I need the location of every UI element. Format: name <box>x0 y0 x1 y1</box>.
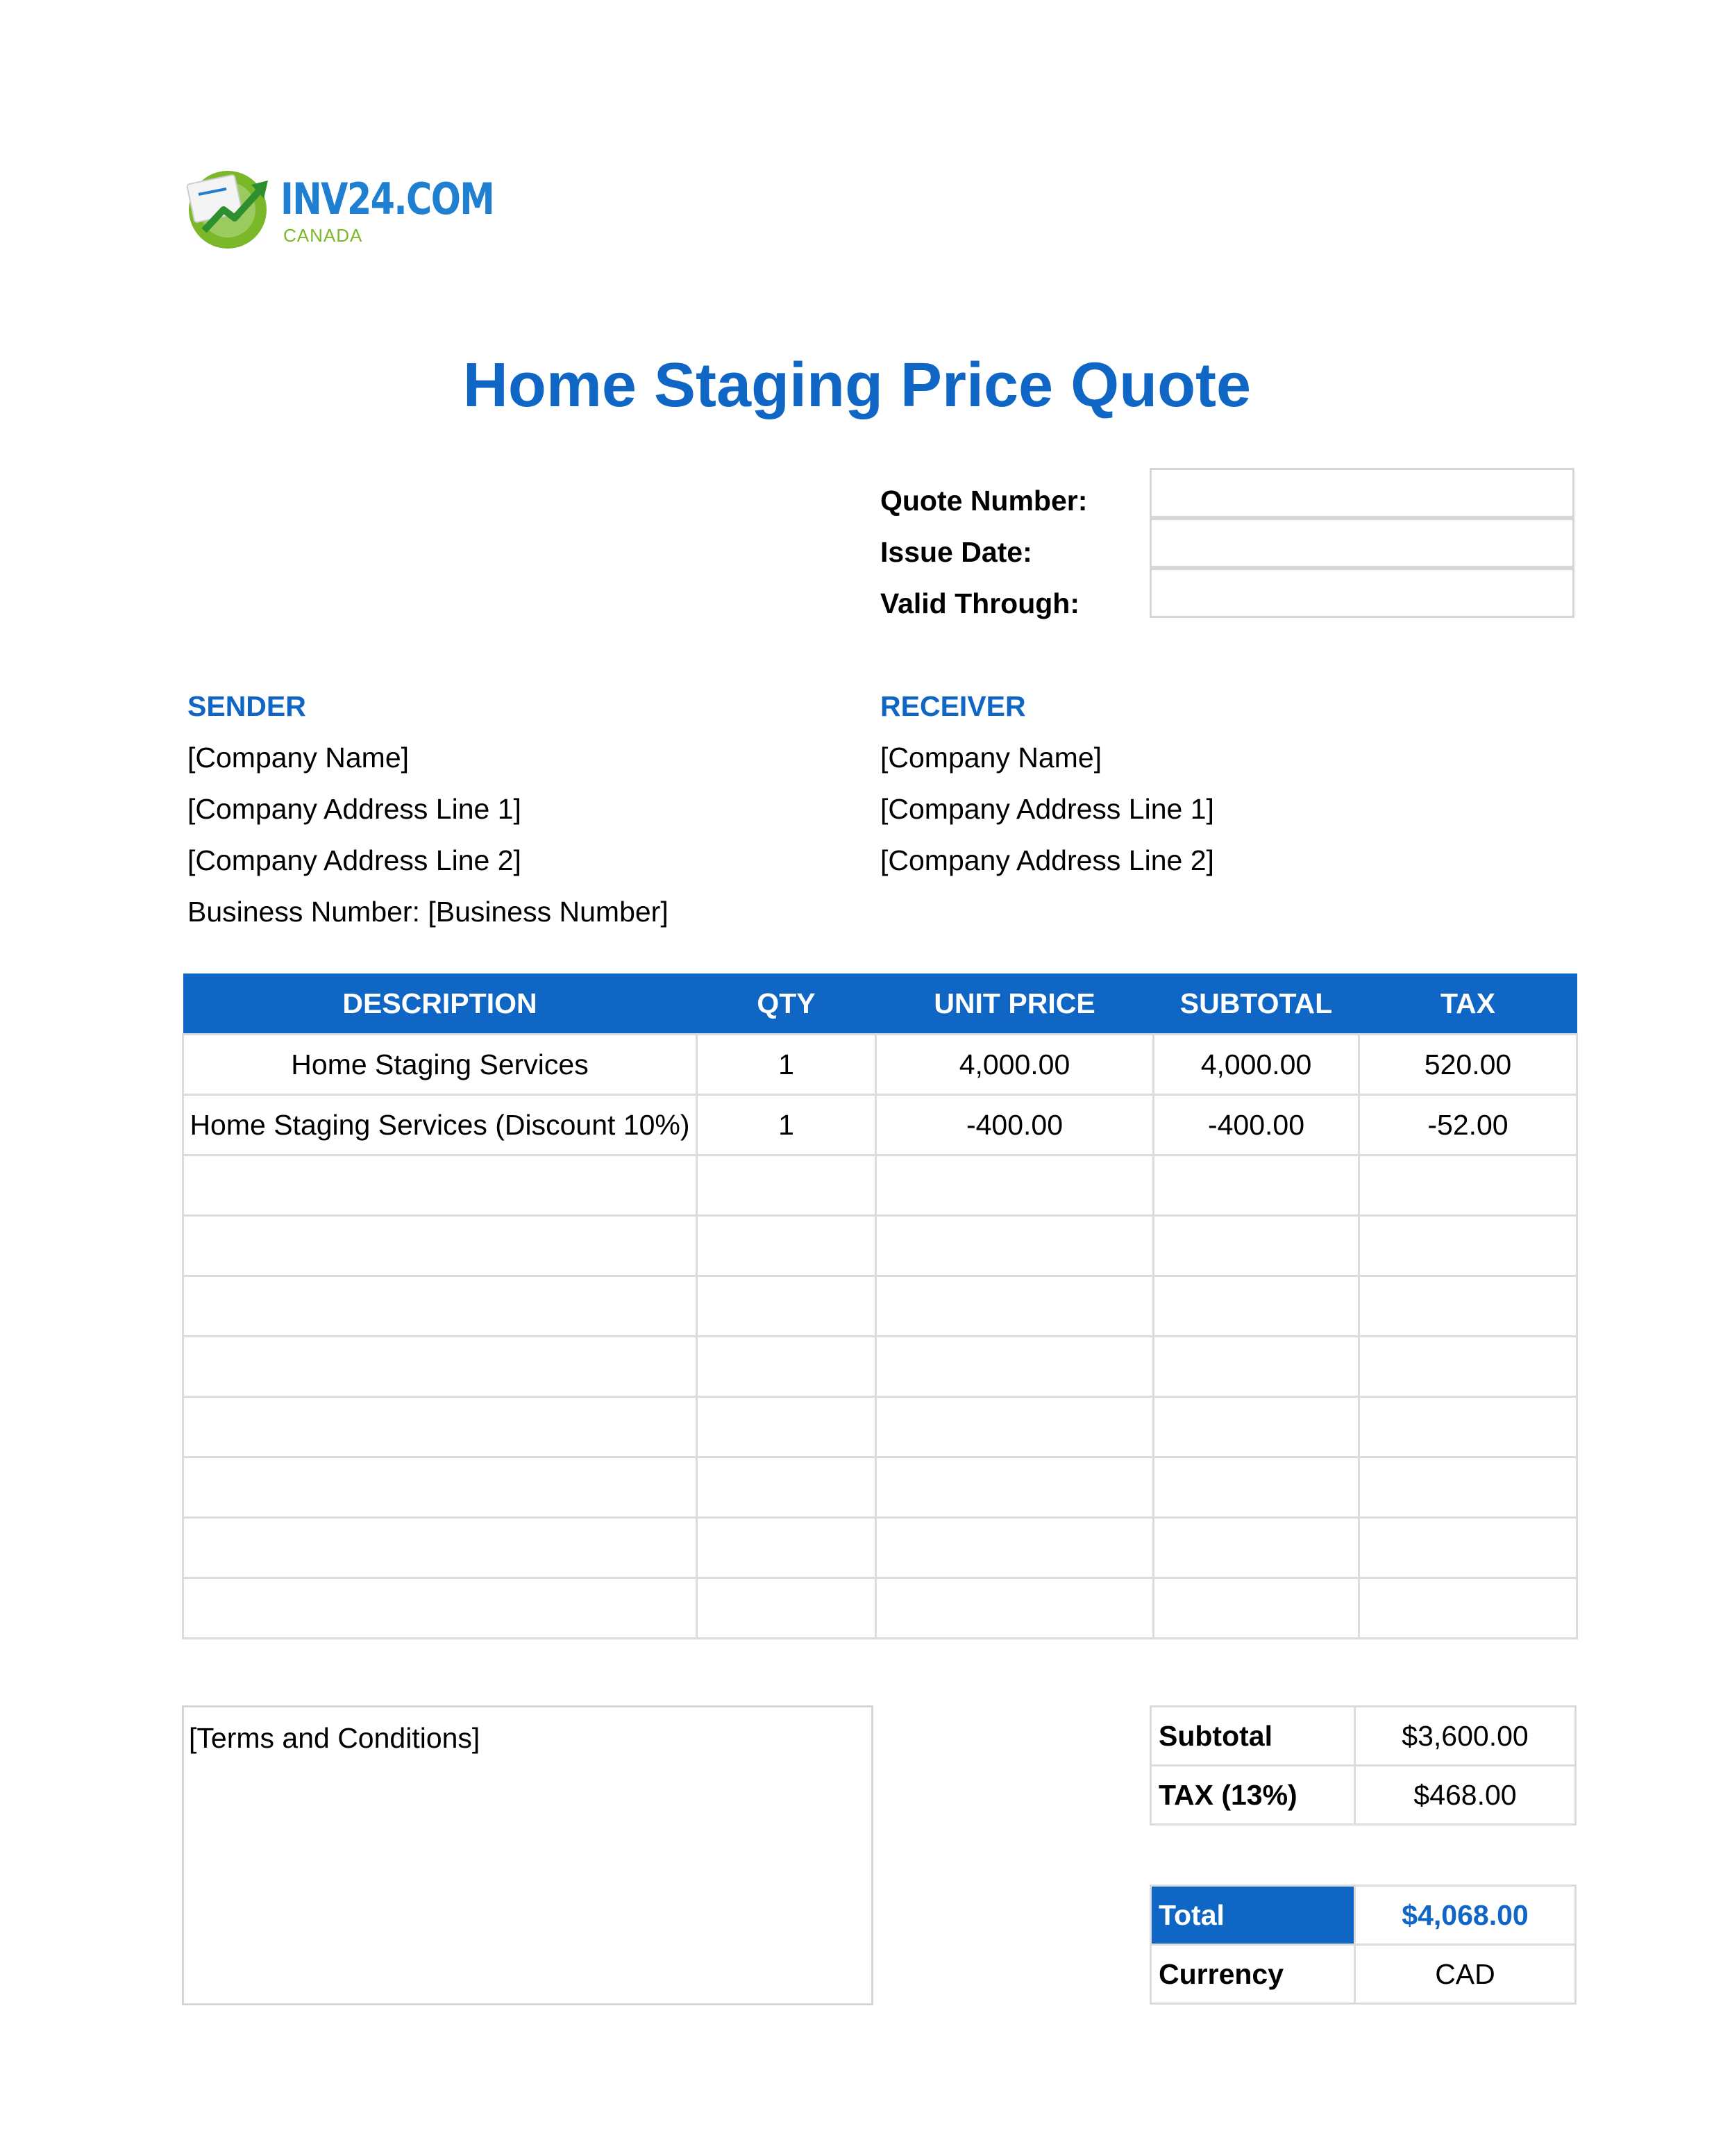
logo-subtitle: CANADA <box>283 225 363 246</box>
cell-tax[interactable] <box>1359 1337 1577 1397</box>
cell-tax[interactable] <box>1359 1578 1577 1639</box>
column-header-tax: TAX <box>1359 973 1577 1035</box>
cell-description[interactable] <box>183 1276 697 1337</box>
valid-through-label: Valid Through: <box>880 587 1079 619</box>
tax-value: $468.00 <box>1355 1766 1576 1825</box>
cell-qty[interactable]: 1 <box>697 1035 876 1095</box>
column-header-unit-price: UNIT PRICE <box>876 973 1154 1035</box>
cell-subtotal[interactable] <box>1154 1578 1359 1639</box>
currency-row <box>1151 1945 1576 2004</box>
cell-description[interactable]: Home Staging Services <box>183 1035 697 1095</box>
table-row <box>183 1216 1577 1276</box>
total-value: $4,068.00 <box>1355 1886 1576 1945</box>
column-header-description: DESCRIPTION <box>183 973 697 1035</box>
total-label: Total <box>1151 1886 1355 1945</box>
cell-subtotal[interactable] <box>1154 1276 1359 1337</box>
table-row <box>183 1337 1577 1397</box>
cell-unit-price[interactable] <box>876 1578 1154 1639</box>
cell-description[interactable] <box>183 1457 697 1518</box>
sender-business-number: Business Number: [Business Number] <box>187 896 669 928</box>
quote-number-label: Quote Number: <box>880 485 1088 517</box>
table-row <box>183 1578 1577 1639</box>
cell-qty[interactable] <box>697 1337 876 1397</box>
sender-address-line-2: [Company Address Line 2] <box>187 844 521 876</box>
subtotal-value: $3,600.00 <box>1355 1707 1576 1766</box>
table-row <box>183 1397 1577 1457</box>
cell-subtotal[interactable] <box>1154 1397 1359 1457</box>
valid-through-field[interactable] <box>1150 568 1574 618</box>
cell-unit-price[interactable] <box>876 1518 1154 1578</box>
currency-value: CAD <box>1355 1945 1576 2004</box>
cell-tax[interactable] <box>1359 1216 1577 1276</box>
cell-unit-price[interactable] <box>876 1337 1154 1397</box>
receiver-address-line-2: [Company Address Line 2] <box>880 844 1214 876</box>
cell-unit-price[interactable] <box>876 1216 1154 1276</box>
cell-tax[interactable]: 520.00 <box>1359 1035 1577 1095</box>
cell-subtotal[interactable] <box>1154 1337 1359 1397</box>
sender-company-name: [Company Name] <box>187 742 410 774</box>
cell-subtotal[interactable] <box>1154 1457 1359 1518</box>
cell-qty[interactable] <box>697 1397 876 1457</box>
cell-qty[interactable] <box>697 1518 876 1578</box>
table-row <box>183 1457 1577 1518</box>
cell-unit-price[interactable] <box>876 1397 1154 1457</box>
table-row <box>183 1155 1577 1216</box>
summary-table <box>1150 1705 1577 1825</box>
cell-unit-price[interactable] <box>876 1276 1154 1337</box>
total-row <box>1151 1886 1576 1945</box>
cell-qty[interactable] <box>697 1457 876 1518</box>
cell-qty[interactable] <box>697 1216 876 1276</box>
cell-subtotal[interactable] <box>1154 1518 1359 1578</box>
cell-tax[interactable] <box>1359 1457 1577 1518</box>
terms-text: [Terms and Conditions] <box>189 1722 480 1754</box>
cell-subtotal[interactable]: -400.00 <box>1154 1095 1359 1155</box>
column-header-subtotal: SUBTOTAL <box>1154 973 1359 1035</box>
table-row <box>183 1518 1577 1578</box>
cell-description[interactable] <box>183 1216 697 1276</box>
cell-description[interactable] <box>183 1155 697 1216</box>
subtotal-label: Subtotal <box>1151 1707 1355 1766</box>
issue-date-field[interactable] <box>1150 518 1574 568</box>
issue-date-label: Issue Date: <box>880 536 1032 568</box>
cell-description[interactable]: Home Staging Services (Discount 10%) <box>183 1095 697 1155</box>
tax-label: TAX (13%) <box>1151 1766 1355 1825</box>
cell-tax[interactable] <box>1359 1276 1577 1337</box>
table-row <box>183 1095 1577 1155</box>
cell-tax[interactable] <box>1359 1155 1577 1216</box>
cell-qty[interactable] <box>697 1276 876 1337</box>
cell-tax[interactable] <box>1359 1397 1577 1457</box>
sender-address-line-1: [Company Address Line 1] <box>187 793 521 825</box>
cell-tax[interactable]: -52.00 <box>1359 1095 1577 1155</box>
cell-tax[interactable] <box>1359 1518 1577 1578</box>
line-items-table <box>182 973 1578 1639</box>
table-header-row <box>183 973 1577 1035</box>
cell-unit-price[interactable]: -400.00 <box>876 1095 1154 1155</box>
cell-subtotal[interactable]: 4,000.00 <box>1154 1035 1359 1095</box>
column-header-qty: QTY <box>697 973 876 1035</box>
currency-label: Currency <box>1151 1945 1355 2004</box>
receiver-address-line-1: [Company Address Line 1] <box>880 793 1214 825</box>
receiver-company-name: [Company Name] <box>880 742 1102 774</box>
cell-description[interactable] <box>183 1518 697 1578</box>
cell-qty[interactable] <box>697 1578 876 1639</box>
document-title: Home Staging Price Quote <box>462 351 1252 420</box>
cell-qty[interactable] <box>697 1155 876 1216</box>
table-row <box>183 1276 1577 1337</box>
cell-description[interactable] <box>183 1578 697 1639</box>
cell-subtotal[interactable] <box>1154 1155 1359 1216</box>
cell-description[interactable] <box>183 1337 697 1397</box>
table-row <box>183 1035 1577 1095</box>
cell-unit-price[interactable] <box>876 1155 1154 1216</box>
tax-row <box>1151 1766 1576 1825</box>
logo-wordmark: INV24.COM <box>280 174 494 224</box>
cell-unit-price[interactable]: 4,000.00 <box>876 1035 1154 1095</box>
cell-subtotal[interactable] <box>1154 1216 1359 1276</box>
total-table <box>1150 1885 1577 2005</box>
cell-unit-price[interactable] <box>876 1457 1154 1518</box>
quote-number-field[interactable] <box>1150 468 1574 518</box>
cell-description[interactable] <box>183 1397 697 1457</box>
sender-heading: SENDER <box>187 690 306 722</box>
cell-qty[interactable]: 1 <box>697 1095 876 1155</box>
receiver-heading: RECEIVER <box>880 690 1026 722</box>
subtotal-row <box>1151 1707 1576 1766</box>
